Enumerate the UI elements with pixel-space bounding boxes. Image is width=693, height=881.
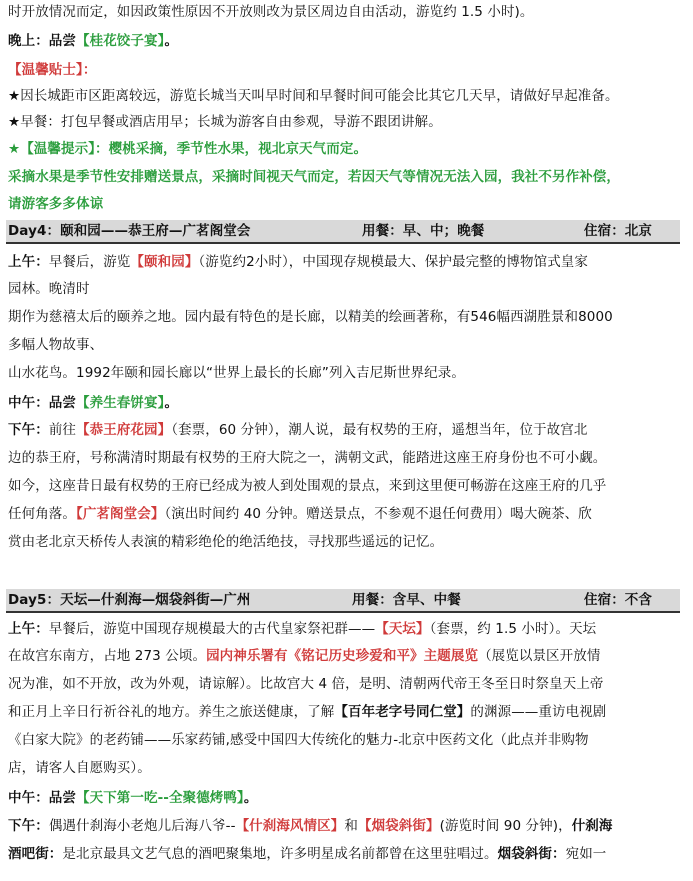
- spot-name: 【什刹海风情区】: [235, 818, 345, 834]
- day5-title: Day5：天坛—什刹海—烟袋斜街—广州: [8, 592, 251, 608]
- day5-morning: 上午：早餐后，游览中国现存规模最大的古代皇家祭祀群——【天坛】（套票，约 1.5 小时）。天坛: [8, 621, 597, 637]
- text-line: 店，请客人自愿购买）。: [8, 760, 151, 776]
- day5-header: [6, 589, 680, 613]
- text-line: 酒吧街：是北京最具文艺气息的酒吧聚集地，许多明星成名前都曾在这里驻唱过。烟袋斜街：宛如一: [8, 846, 607, 862]
- reminder-note: 采摘水果是季节性安排赠送景点，采摘时间视天气而定，若因天气等情况无法入园，我社不另作补偿，: [8, 169, 620, 185]
- day4-lunch: 中午：品尝【养生春饼宴】。: [8, 395, 179, 411]
- text-line: 况为准，如不开放，改为外观，请谅解）。比故宫大 4 倍，是明、清朝两代帝王冬至日时祭皇天上帝: [8, 676, 604, 692]
- spot-name: 【广茗阁堂会】: [76, 506, 165, 522]
- text-line: 山水花鸟。1992年颐和园长廊以“世界上最长的长廊”列入吉尼斯世界纪录。: [8, 365, 465, 381]
- exhibition-name: 园内神乐署有《铭记历史珍爱和平》主题展览: [206, 648, 479, 664]
- spot-name: 【天坛】: [375, 621, 430, 637]
- reminder-note: 请游客多多体谅: [8, 196, 104, 212]
- text-line: 边的恭王府，号称满清时期最有权势的王府大院之一，满朝文武，能踏进这座王府身份也不可小觑。: [8, 450, 607, 466]
- text-line: 期作为慈禧太后的颐养之地。园内最有特色的是长廊，以精美的绘画著称，有546幅西湖胜景和8000: [8, 309, 613, 325]
- day5-afternoon: 下午：偶遇什刹海小老炮儿后海八爷--【什刹海风情区】和【烟袋斜街】(游览时间 90 分钟)，什刹海: [8, 818, 613, 834]
- brand-name: 【百年老字号同仁堂】: [334, 704, 471, 720]
- lunch-dish: 【养生春饼宴】: [76, 395, 165, 411]
- text-line: 园林。晚清时: [8, 281, 90, 297]
- text-line: 赏由老北京天桥传人表演的精彩绝伦的绝活绝技，寻找那些遥远的记忆。: [8, 534, 444, 550]
- text-line: 任何角落。【广茗阁堂会】（演出时间约 40 分钟。赠送景点，不参观不退任何费用）喝大碗茶、欣: [8, 506, 592, 522]
- text-line: 时开放情况而定，如因政策性原因不开放则改为景区周边自由活动，游览约 1.5 小时)。: [8, 4, 534, 20]
- text-line: 多幅人物故事、: [8, 337, 104, 353]
- spot-name: 【烟袋斜街】: [357, 818, 440, 834]
- day5-meals: 用餐：含早、中餐: [352, 592, 461, 608]
- text-line: 和正月上辛日行祈谷礼的地方。养生之旅送健康，了解【百年老字号同仁堂】的渊源——重访电视剧: [8, 704, 607, 720]
- spot-name: 【颐和园】: [130, 254, 199, 270]
- day4-morning: 上午：早餐后，游览【颐和园】（游览约2小时），中国现存规模最大、保护最完整的博物馆式皇家: [8, 254, 589, 270]
- day4-header: [6, 220, 680, 244]
- tip-item: ★因长城距市区距离较远，游览长城当天叫早时间和早餐时间可能会比其它几天早，请做好早起准备。: [8, 88, 619, 104]
- text-line: 如今，这座昔日最有权势的王府已经成为被人到处围观的景点，来到这里便可畅游在这座王府的几乎: [8, 478, 607, 494]
- day4-hotel: 住宿：北京: [584, 223, 652, 239]
- text-line: 《白家大院》的老药铺——乐家药铺,感受中国四大传统化的魅力-北京中医药文化（此点并非购物: [8, 732, 589, 748]
- reminder-line: ★【温馨提示】：樱桃采摘，季节性水果，视北京天气而定。: [8, 141, 368, 157]
- day4-title: Day4：颐和园——恭王府—广茗阁堂会: [8, 223, 251, 239]
- day5-lunch: 中午：品尝【天下第一吃--全聚德烤鸭】。: [8, 790, 258, 806]
- tips-heading: 【温馨贴士】：: [8, 62, 97, 78]
- day5-hotel: 住宿：不含: [584, 592, 652, 608]
- spot-name: 【恭王府花园】: [76, 422, 172, 438]
- dinner-label: 晚上：品尝: [8, 33, 76, 49]
- dinner-dish: 【桂花饺子宴】: [76, 33, 165, 49]
- lunch-dish: 【天下第一吃--全聚德烤鸭】: [76, 790, 244, 806]
- day4-meals: 用餐：早、中；晚餐: [362, 223, 485, 239]
- dinner-line: 晚上：品尝【桂花饺子宴】。: [8, 33, 179, 49]
- day4-afternoon: 下午：前往【恭王府花园】（套票，60 分钟），潮人说，最有权势的王府，遥想当年，位于故宫北: [8, 422, 588, 438]
- tip-item: ★早餐：打包早餐或酒店用早；长城为游客自由参观，导游不跟团讲解。: [8, 114, 442, 130]
- text-line: 在故宫东南方，占地 273 公顷。园内神乐署有《铭记历史珍爱和平》主题展览（展览以景区开放情: [8, 648, 601, 664]
